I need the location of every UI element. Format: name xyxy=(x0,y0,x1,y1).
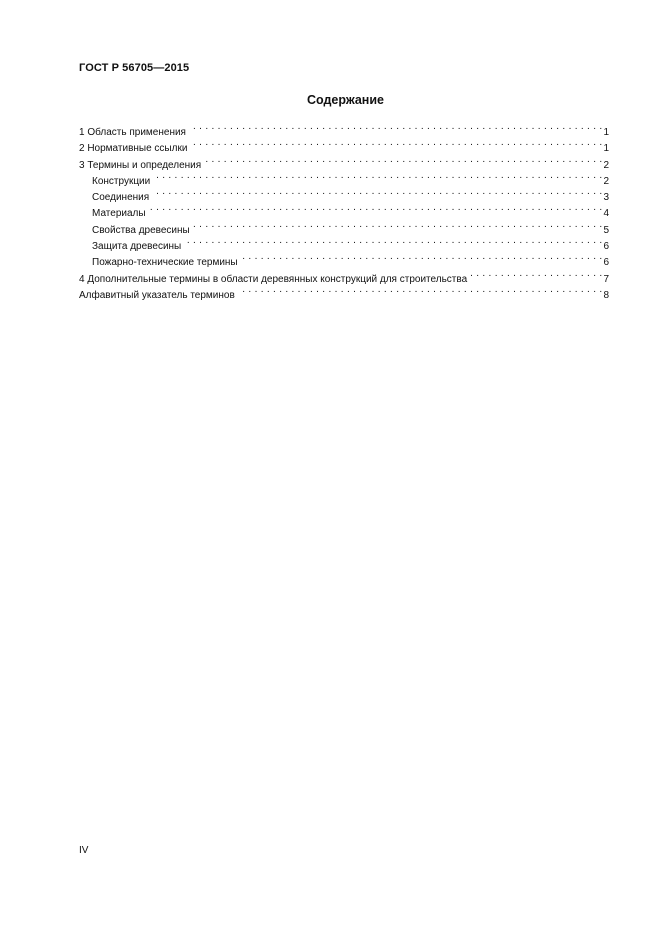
toc-leader-dots xyxy=(189,119,602,135)
toc-entry-page: 2 xyxy=(603,175,609,187)
toc-leader-dots xyxy=(470,266,602,282)
document-code: ГОСТ Р 56705—2015 xyxy=(79,62,190,74)
page-number: IV xyxy=(79,845,89,856)
toc-entry-page: 3 xyxy=(603,192,609,204)
toc-entry-page: 7 xyxy=(603,273,609,285)
toc-leader-dots xyxy=(152,184,602,200)
toc-entry-page: 2 xyxy=(603,159,609,171)
toc-subentry[interactable] xyxy=(79,200,609,220)
toc-subentry[interactable] xyxy=(79,184,609,204)
toc-leader-dots xyxy=(190,135,602,151)
toc-entry-label: Алфавитный указатель терминов xyxy=(79,289,235,301)
toc-entry-page: 5 xyxy=(603,224,609,236)
table-of-contents xyxy=(79,119,609,301)
toc-leader-dots xyxy=(184,233,602,249)
toc-entry-label: Пожарно-технические термины xyxy=(92,257,238,269)
toc-entry-label: Конструкции xyxy=(92,175,151,187)
toc-leader-dots xyxy=(241,249,603,265)
toc-entry-page: 4 xyxy=(603,208,609,220)
toc-entry-page: 1 xyxy=(603,127,609,138)
toc-entry-page: 6 xyxy=(603,257,609,269)
toc-entry-label: 3 Термины и определения xyxy=(79,159,202,171)
toc-entry-page: 8 xyxy=(603,289,609,301)
toc-entry-label: 1 Область применения xyxy=(79,127,186,138)
toc-entry-label: Соединения xyxy=(92,192,150,204)
toc-entry-label: 2 Нормативные ссылки xyxy=(79,143,188,155)
toc-leader-dots xyxy=(193,217,603,233)
toc-entry-label: Защита древесины xyxy=(92,241,182,253)
toc-subentry[interactable] xyxy=(79,217,609,236)
toc-leader-dots xyxy=(153,168,602,184)
toc-entry-page: 1 xyxy=(603,143,609,155)
toc-entry[interactable] xyxy=(79,119,609,138)
toc-entry-label: Свойства древесины xyxy=(92,224,190,236)
toc-leader-dots xyxy=(238,282,603,298)
toc-leader-dots xyxy=(149,200,603,216)
toc-entry-label: Материалы xyxy=(92,208,146,220)
toc-entry-page: 6 xyxy=(603,241,609,253)
toc-entry-label: 4 Дополнительные термины в области деревянных конструкций для строительства xyxy=(79,273,468,285)
toc-title: Содержание xyxy=(306,93,384,107)
toc-leader-dots xyxy=(204,152,602,168)
toc-subentry[interactable] xyxy=(79,168,609,187)
